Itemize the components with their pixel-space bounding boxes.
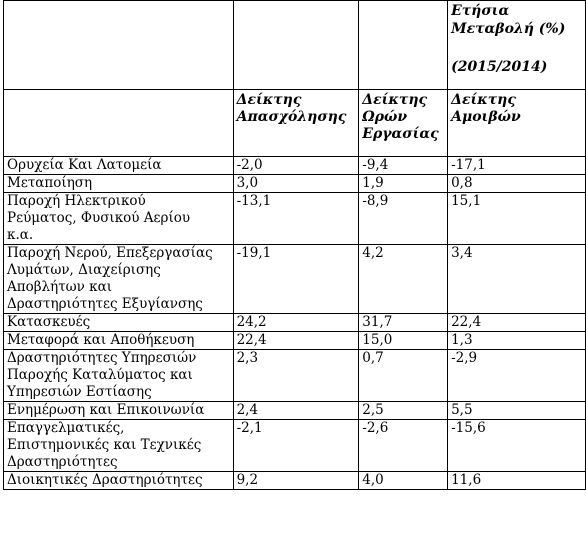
value-cell: 0,7 <box>359 350 448 402</box>
header-column-line: Ωρών <box>362 109 408 125</box>
row-label <box>4 472 234 490</box>
row-label <box>4 402 234 420</box>
index-table <box>3 0 586 490</box>
header-wages-index <box>448 90 586 157</box>
table-row <box>4 175 586 193</box>
row-label-line: Υπηρεσιών Εστίασης <box>7 384 152 400</box>
value-cell: 9,2 <box>233 472 359 490</box>
row-label-line: Δραστηριότητες <box>7 454 118 470</box>
row-label-line: Δραστηριότητες Υπηρεσιών <box>7 350 197 366</box>
header-empty-cell <box>233 1 359 90</box>
table-body <box>4 157 586 490</box>
header-column-line: Εργασίας <box>362 126 439 142</box>
value-cell: 1,9 <box>359 175 448 193</box>
row-label <box>4 420 234 472</box>
value-cell: -2,6 <box>359 420 448 472</box>
row-label-line: Παροχή Νερού, Επεξεργασίας <box>7 245 213 261</box>
table-row <box>4 472 586 490</box>
table-row <box>4 350 586 402</box>
table-row <box>4 402 586 420</box>
value-cell: 15,1 <box>448 193 586 245</box>
header-column-line: Δείκτης <box>236 92 302 108</box>
value-cell: -2,0 <box>233 157 359 175</box>
value-cell: -8,9 <box>359 193 448 245</box>
value-cell: -19,1 <box>233 245 359 314</box>
row-label-line: Λυμάτων, Διαχείρισης <box>7 262 161 278</box>
row-label <box>4 350 234 402</box>
value-cell: 4,2 <box>359 245 448 314</box>
table-row <box>4 245 586 314</box>
header-period: (2015/2014) <box>451 59 548 75</box>
row-label-line: Παροχής Καταλύματος και <box>7 367 193 383</box>
row-label-line: Επαγγελματικές, <box>7 420 125 436</box>
value-cell: 22,4 <box>233 332 359 350</box>
table-row <box>4 420 586 472</box>
row-label-line: Μεταποίηση <box>7 175 93 191</box>
row-label-line: Ενημέρωση και Επικοινωνία <box>7 402 205 418</box>
value-cell: 2,3 <box>233 350 359 402</box>
row-label <box>4 193 234 245</box>
row-label-line: Κατασκευές <box>7 314 91 330</box>
value-cell: -9,4 <box>359 157 448 175</box>
header-hours-index <box>359 90 448 157</box>
header-empty-cell <box>4 1 234 90</box>
row-label-line: Μεταφορά και Αποθήκευση <box>7 332 195 348</box>
value-cell: 1,3 <box>448 332 586 350</box>
header-top-row <box>4 1 586 90</box>
header-annual-change-line1: Ετήσια <box>451 3 510 19</box>
row-label-line: Διοικητικές Δραστηριότητες <box>7 472 203 488</box>
table-row <box>4 157 586 175</box>
value-cell: 31,7 <box>359 314 448 332</box>
row-label-line: Αποβλήτων και <box>7 279 113 295</box>
row-label <box>4 314 234 332</box>
value-cell: -13,1 <box>233 193 359 245</box>
value-cell: 3,0 <box>233 175 359 193</box>
value-cell: 0,8 <box>448 175 586 193</box>
value-cell: 24,2 <box>233 314 359 332</box>
value-cell: 11,6 <box>448 472 586 490</box>
value-cell: 3,4 <box>448 245 586 314</box>
row-label-line: Επιστημονικές και Τεχνικές <box>7 437 202 453</box>
value-cell: -2,9 <box>448 350 586 402</box>
value-cell: 4,0 <box>359 472 448 490</box>
row-label-line: Ορυχεία Και Λατομεία <box>7 157 162 173</box>
value-cell: -15,6 <box>448 420 586 472</box>
row-label <box>4 175 234 193</box>
row-label <box>4 332 234 350</box>
header-empty-cell <box>359 1 448 90</box>
header-annual-change-cell <box>448 1 586 90</box>
value-cell: 15,0 <box>359 332 448 350</box>
header-empty-cell <box>4 90 234 157</box>
row-label <box>4 245 234 314</box>
value-cell: 5,5 <box>448 402 586 420</box>
row-label-line: Ρεύματος, Φυσικού Αερίου <box>7 210 191 226</box>
value-cell: 22,4 <box>448 314 586 332</box>
row-label-line: κ.α. <box>7 227 34 243</box>
header-sub-row <box>4 90 586 157</box>
table-row <box>4 314 586 332</box>
header-column-line: Δείκτης <box>451 92 516 108</box>
table-row <box>4 193 586 245</box>
row-label <box>4 157 234 175</box>
header-employment-index <box>233 90 359 157</box>
value-cell: 2,5 <box>359 402 448 420</box>
header-annual-change-line2: Μεταβολή (%) <box>451 21 566 37</box>
row-label-line: Παροχή Ηλεκτρικού <box>7 193 146 209</box>
header-column-line: Απασχόλησης <box>236 109 347 125</box>
table-row <box>4 332 586 350</box>
row-label-line: Δραστηριότητες Εξυγίανσης <box>7 296 203 312</box>
header-column-line: Αμοιβών <box>451 109 521 125</box>
value-cell: -17,1 <box>448 157 586 175</box>
header-column-line: Δείκτης <box>362 92 428 108</box>
value-cell: -2,1 <box>233 420 359 472</box>
value-cell: 2,4 <box>233 402 359 420</box>
